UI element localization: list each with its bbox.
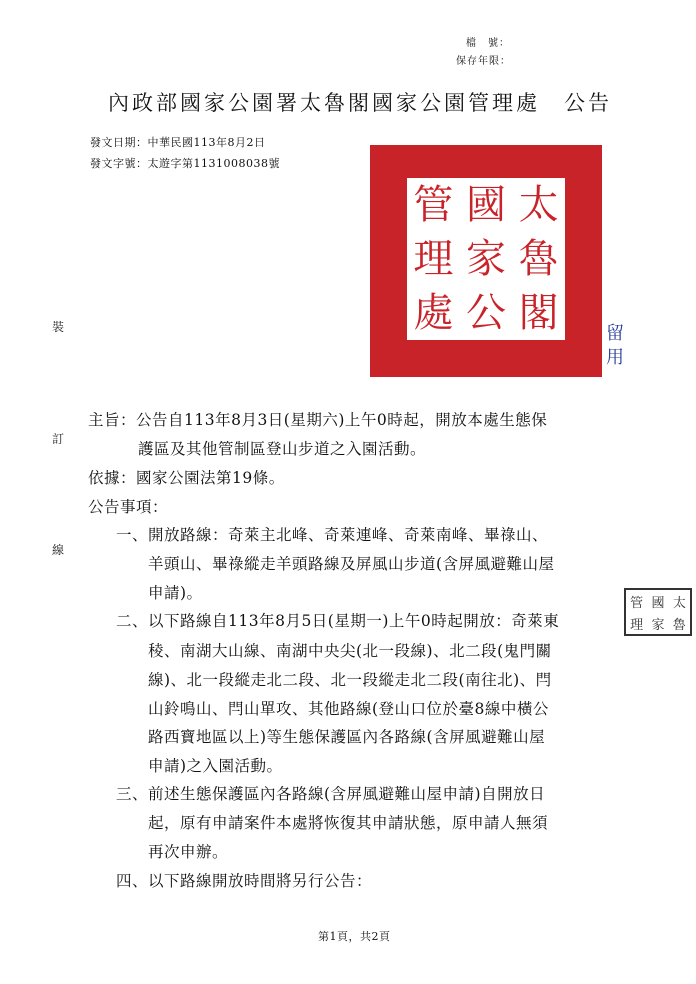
file-number-label: 檔 號：	[466, 38, 510, 49]
item-3-line: 起，原有申請案件本處將恢復其申請狀態，原申請人無須	[148, 814, 549, 832]
small-seal-char: 管	[630, 595, 644, 611]
item-1-line: 一、開放路線：奇萊主北峰、奇萊連峰、奇萊南峰、畢祿山、	[116, 526, 549, 544]
items-header: 公告事項：	[88, 498, 169, 516]
retain-note: 留用	[606, 323, 624, 368]
seal-char: 管	[413, 182, 454, 228]
item-2-line: 路西寶地區以上)等生態保護區內各路線(含屏風避難山屋	[148, 728, 546, 746]
binding-mark-2: 訂	[52, 432, 65, 446]
seal-char: 家	[465, 236, 506, 282]
issue-number: 發文字號：太遊字第1131008038號	[90, 157, 280, 170]
seal-char: 國	[465, 182, 506, 228]
item-3-line: 三、前述生態保護區內各路線(含屏風避難山屋申請)自開放日	[116, 785, 546, 803]
seal-char: 魯	[518, 236, 559, 282]
page-seam-seal	[624, 588, 692, 636]
item-1-line: 申請)。	[148, 584, 203, 602]
small-seal-char: 太	[672, 595, 686, 611]
seal-inner-frame	[404, 175, 568, 343]
item-1-line: 羊頭山、畢祿縱走羊頭路線及屏風山步道(含屏風避難山屋	[148, 555, 555, 573]
seal-char: 太	[518, 182, 559, 228]
page-title: 內政部國家公園署太魯閣國家公園管理處 公告	[108, 91, 612, 115]
binding-mark-3: 線	[52, 543, 65, 557]
seal-char: 公	[465, 290, 506, 336]
seal-char: 處	[413, 290, 454, 336]
item-2-line: 線)、北一段縱走北二段、北一段縱走北二段(南往北)、閂	[148, 671, 552, 689]
small-seal-char: 國	[651, 595, 665, 611]
item-2-line: 二、以下路線自113年8月5日(星期一)上午0時起開放：奇萊東	[116, 612, 560, 630]
item-2-line: 山鈴鳴山、閂山單攻、其他路線(登山口位於臺8線中橫公	[148, 700, 549, 718]
item-4-line: 四、以下路線開放時間將另行公告：	[116, 872, 373, 890]
binding-mark-1: 裝	[52, 320, 65, 334]
subject-line: 主旨：公告自113年8月3日(星期六)上午0時起，開放本處生態保	[88, 411, 548, 429]
basis-line: 依據：國家公園法第19條。	[88, 469, 285, 487]
seal-char: 理	[413, 236, 454, 282]
issue-date: 發文日期：中華民國113年8月2日	[90, 136, 266, 149]
seal-char: 閣	[518, 290, 559, 336]
item-2-line: 稜、南湖大山線、南湖中央尖(北一段線)、北二段(鬼門關	[148, 642, 552, 660]
small-seal-char: 魯	[672, 617, 686, 633]
official-seal	[370, 145, 602, 377]
retention-label: 保存年限：	[456, 56, 511, 67]
small-seal-char: 理	[630, 617, 644, 633]
item-3-line: 再次申辦。	[148, 843, 229, 861]
page-footer: 第1頁，共2頁	[318, 930, 391, 943]
item-2-line: 申請)之入園活動。	[148, 757, 283, 775]
subject-line: 護區及其他管制區登山步道之入園活動。	[138, 440, 427, 458]
small-seal-char: 家	[651, 617, 665, 633]
